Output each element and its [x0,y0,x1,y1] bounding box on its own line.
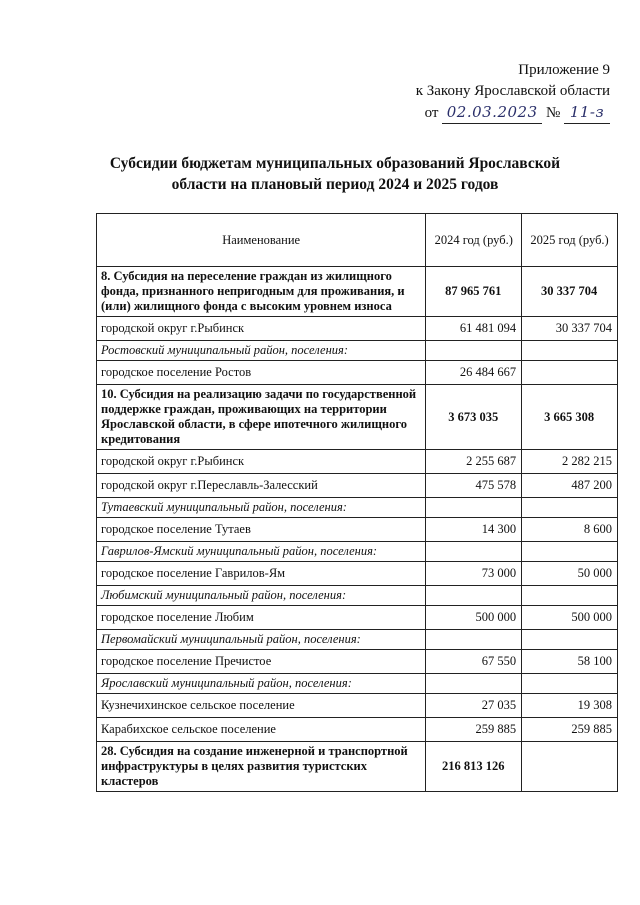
table-row [97,674,618,694]
row-value-2024 [426,586,522,606]
row-name-cell: Гаврилов-Ямский муниципальный район, поселения: [97,542,426,562]
row-name-cell: городское поселение Ростов [97,361,426,385]
row-value-2025: 30 337 704 [522,317,618,341]
row-value-2025 [522,586,618,606]
row-name-cell: Кузнечихинское сельское поселение [97,694,426,718]
table-row [97,518,618,542]
row-value-2024: 61 481 094 [426,317,522,341]
table-row [97,718,618,742]
row-value-2025: 3 665 308 [522,385,618,450]
row-name-cell: городское поселение Любим [97,606,426,630]
row-value-2024 [426,630,522,650]
row-value-2025: 30 337 704 [522,267,618,317]
table-row [97,474,618,498]
table-row [97,498,618,518]
column-header-name: Наименование [97,214,426,267]
row-value-2024: 259 885 [426,718,522,742]
row-name-cell: городское поселение Пречистое [97,650,426,674]
row-name-cell: городское поселение Тутаев [97,518,426,542]
row-value-2025 [522,674,618,694]
row-value-2025 [522,498,618,518]
row-value-2025: 50 000 [522,562,618,586]
row-value-2024: 475 578 [426,474,522,498]
row-value-2024: 26 484 667 [426,361,522,385]
row-name-cell: Первомайский муниципальный район, поселения: [97,630,426,650]
row-value-2024 [426,341,522,361]
row-name-cell: 8. Субсидия на переселение граждан из жилищного фонда, признанного непригодным для проживания, и (или) жилищного фонда с высоким уровнем износа [97,267,426,317]
row-value-2025 [522,630,618,650]
row-value-2024: 500 000 [426,606,522,630]
table-body [97,267,618,792]
row-value-2024: 3 673 035 [426,385,522,450]
row-value-2024: 27 035 [426,694,522,718]
row-name-cell: городской округ г.Рыбинск [97,450,426,474]
row-value-2024: 67 550 [426,650,522,674]
row-value-2024: 73 000 [426,562,522,586]
row-name-cell: Любимский муниципальный район, поселения: [97,586,426,606]
number-prefix: № [545,105,561,121]
table-row [97,694,618,718]
table-row [97,606,618,630]
row-value-2024: 216 813 126 [426,742,522,792]
row-value-2024: 2 255 687 [426,450,522,474]
row-value-2025 [522,542,618,562]
row-value-2024 [426,674,522,694]
row-name-cell: городской округ г.Рыбинск [97,317,426,341]
row-value-2025: 19 308 [522,694,618,718]
column-header-2024: 2024 год (руб.) [426,214,522,267]
table-row [97,341,618,361]
row-value-2024: 14 300 [426,518,522,542]
subsidies-table [96,213,618,792]
row-value-2025: 2 282 215 [522,450,618,474]
row-name-cell: Ярославский муниципальный район, поселения: [97,674,426,694]
document-title [70,153,600,195]
row-value-2024: 87 965 761 [426,267,522,317]
title-line-1: Субсидии бюджетам муниципальных образований Ярославской [109,155,561,172]
table-row [97,650,618,674]
date-number-line [416,102,610,124]
date-prefix: от [424,105,439,121]
table-header-row [97,214,618,267]
column-header-2025: 2025 год (руб.) [522,214,618,267]
row-value-2024 [426,542,522,562]
row-name-cell: 10. Субсидия на реализацию задачи по государственной поддержке граждан, проживающих на территории Ярославской области, в сфере ипотечного жилищного кредитования [97,385,426,450]
row-name-cell: городской округ г.Переславль-Залесский [97,474,426,498]
row-value-2025: 259 885 [522,718,618,742]
table-row [97,630,618,650]
table-row [97,542,618,562]
row-value-2025: 487 200 [522,474,618,498]
handwritten-date: 02.03.2023 [442,102,542,124]
row-value-2025 [522,742,618,792]
table-row [97,361,618,385]
row-value-2025: 8 600 [522,518,618,542]
handwritten-number: 11-з [564,102,610,124]
table-row [97,317,618,341]
row-name-cell: Ростовский муниципальный район, поселения: [97,341,426,361]
table-row [97,267,618,317]
row-value-2025 [522,341,618,361]
row-name-cell: Тутаевский муниципальный район, поселения: [97,498,426,518]
row-value-2025: 58 100 [522,650,618,674]
table-row [97,385,618,450]
appendix-label: Приложение 9 [518,62,610,78]
table-row [97,742,618,792]
title-line-2: области на плановый период 2024 и 2025 годов [171,176,499,193]
row-value-2025: 500 000 [522,606,618,630]
row-value-2025 [522,361,618,385]
row-name-cell: Карабихское сельское поселение [97,718,426,742]
table-row [97,450,618,474]
table-row [97,562,618,586]
row-name-cell: городское поселение Гаврилов-Ям [97,562,426,586]
row-name-cell: 28. Субсидия на создание инженерной и транспортной инфраструктуры в целях развития туристских кластеров [97,742,426,792]
law-reference: к Закону Ярославской области [415,83,610,99]
document-header [416,60,610,124]
row-value-2024 [426,498,522,518]
table-row [97,586,618,606]
